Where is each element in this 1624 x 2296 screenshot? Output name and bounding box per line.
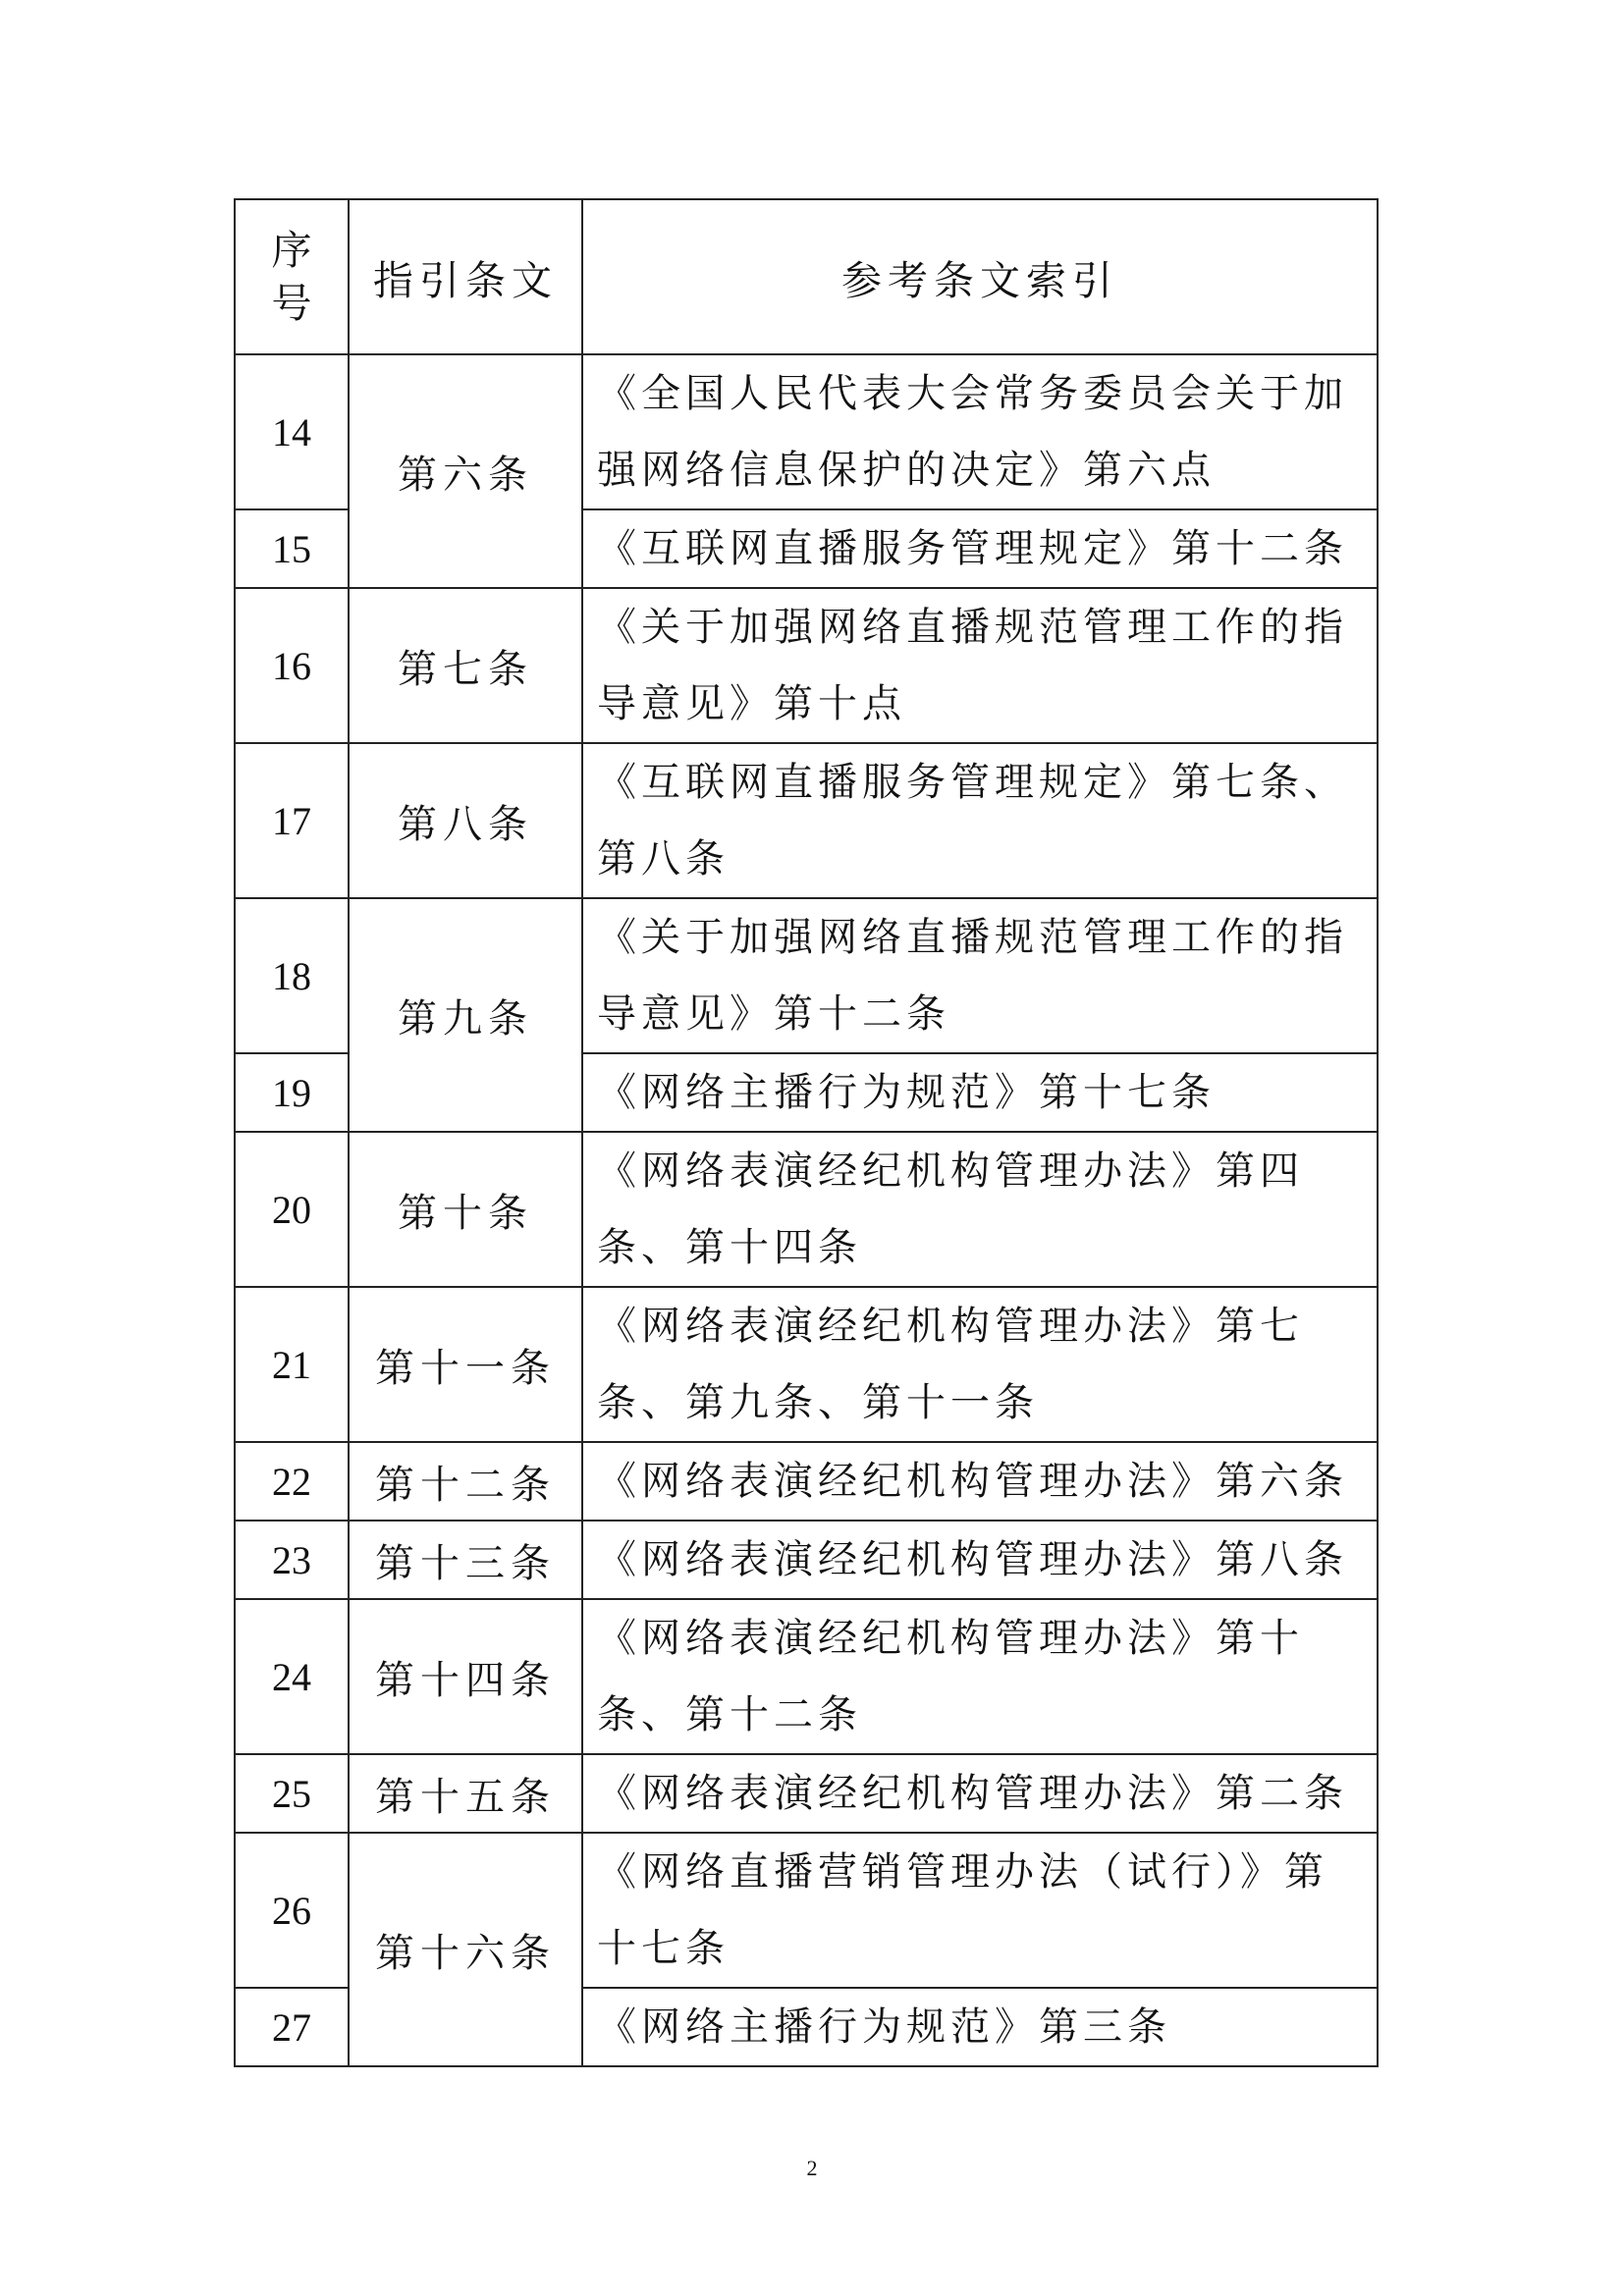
table-row (235, 898, 1378, 1053)
page-number: 2 (806, 2156, 818, 2180)
header-serial-number (235, 199, 349, 354)
table-row (235, 1442, 1378, 1521)
row-reference: 《网络表演经纪机构管理办法》第七条、第九条、第十一条 (582, 1287, 1378, 1442)
row-article: 第十六条 (349, 1833, 582, 2066)
row-number: 16 (235, 588, 349, 743)
row-article: 第十三条 (349, 1521, 582, 1599)
row-number: 20 (235, 1132, 349, 1287)
row-reference: 《关于加强网络直播规范管理工作的指导意见》第十点 (582, 588, 1378, 743)
header-guideline-article: 指引条文 (349, 199, 582, 354)
row-article: 第十条 (349, 1132, 582, 1287)
header-serial-line2: 号 (271, 280, 312, 327)
row-article: 第十一条 (349, 1287, 582, 1442)
row-number: 21 (235, 1287, 349, 1442)
row-number: 19 (235, 1053, 349, 1132)
row-reference: 《关于加强网络直播规范管理工作的指导意见》第十二条 (582, 898, 1378, 1053)
row-reference: 《网络表演经纪机构管理办法》第六条 (582, 1442, 1378, 1521)
row-number: 26 (235, 1833, 349, 1988)
row-reference: 《互联网直播服务管理规定》第七条、第八条 (582, 743, 1378, 898)
row-number: 22 (235, 1442, 349, 1521)
row-article: 第六条 (349, 354, 582, 588)
row-reference: 《网络主播行为规范》第十七条 (582, 1053, 1378, 1132)
row-article: 第九条 (349, 898, 582, 1132)
table-row (235, 1521, 1378, 1599)
table-row (235, 1599, 1378, 1754)
table-row (235, 1754, 1378, 1833)
row-article: 第十二条 (349, 1442, 582, 1521)
row-reference: 《全国人民代表大会常务委员会关于加强网络信息保护的决定》第六点 (582, 354, 1378, 509)
row-number: 23 (235, 1521, 349, 1599)
row-reference: 《网络主播行为规范》第三条 (582, 1988, 1378, 2066)
header-serial-line1: 序 (271, 227, 312, 274)
row-number: 27 (235, 1988, 349, 2066)
row-number: 18 (235, 898, 349, 1053)
table-row (235, 1833, 1378, 1988)
row-reference: 《网络表演经纪机构管理办法》第八条 (582, 1521, 1378, 1599)
row-number: 14 (235, 354, 349, 509)
row-article: 第十四条 (349, 1599, 582, 1754)
row-number: 24 (235, 1599, 349, 1754)
row-reference: 《网络表演经纪机构管理办法》第二条 (582, 1754, 1378, 1833)
table-row (235, 743, 1378, 898)
row-number: 25 (235, 1754, 349, 1833)
row-number: 17 (235, 743, 349, 898)
row-reference: 《互联网直播服务管理规定》第十二条 (582, 509, 1378, 588)
table-row (235, 1132, 1378, 1287)
row-reference: 《网络表演经纪机构管理办法》第四条、第十四条 (582, 1132, 1378, 1287)
reference-table (234, 198, 1379, 2067)
table-row (235, 588, 1378, 743)
header-row (235, 199, 1378, 354)
row-article: 第八条 (349, 743, 582, 898)
row-article: 第十五条 (349, 1754, 582, 1833)
table-row (235, 354, 1378, 509)
header-reference-index: 参考条文索引 (582, 199, 1378, 354)
row-article: 第七条 (349, 588, 582, 743)
table-row (235, 1287, 1378, 1442)
row-reference: 《网络表演经纪机构管理办法》第十条、第十二条 (582, 1599, 1378, 1754)
row-reference: 《网络直播营销管理办法（试行）》第十七条 (582, 1833, 1378, 1988)
row-number: 15 (235, 509, 349, 588)
